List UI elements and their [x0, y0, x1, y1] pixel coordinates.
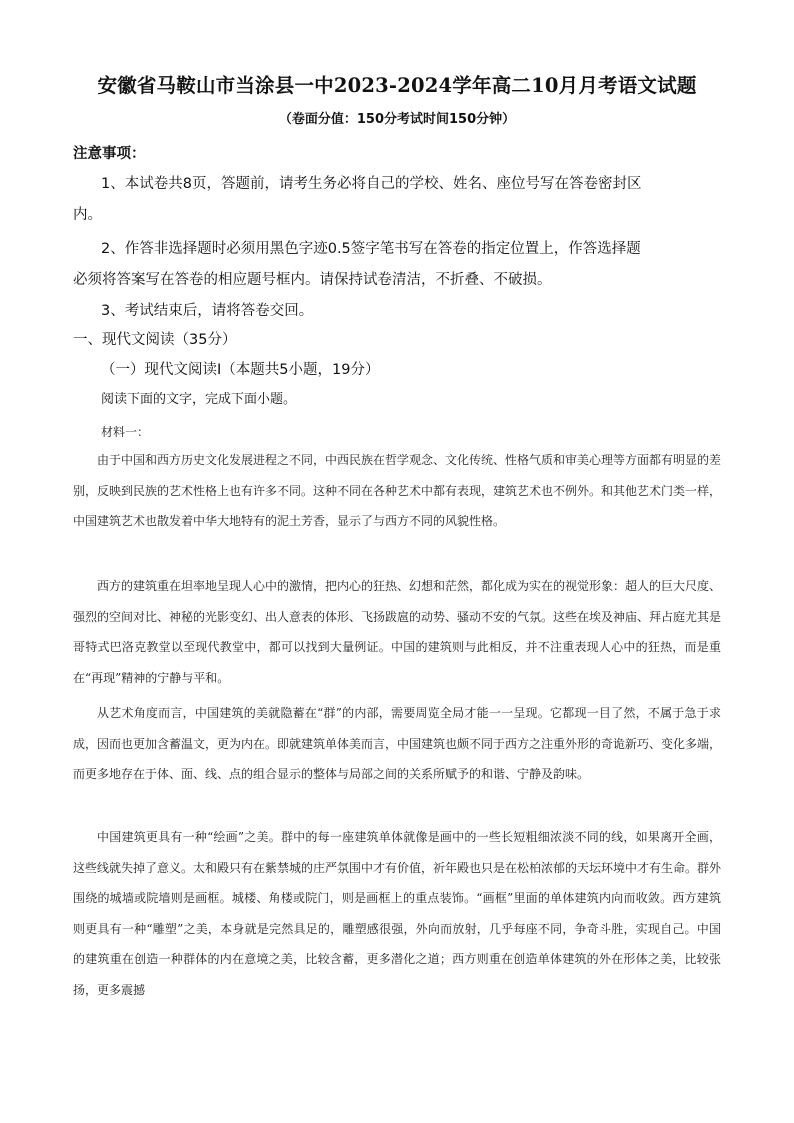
paragraph: 由于中国和西方历史文化发展进程之不同，中西民族在哲学观念、文化传统、性格气质和审美心理等方面都有明显的差别，反映到民族的艺术性格上也有许多不同。这种不同在各种艺术中都有表现，建筑艺术也不例外。和其他艺术门类一样，中国建筑艺术也散发着中华大地特有的泥土芳香，显示了与西方不同的风貌性格。	[73, 453, 722, 528]
exam-title: 安徽省马鞍山市当涂县一中2023-2024学年高二10月月考语文试题	[97, 74, 697, 97]
notice-item-1-line-2: 内。	[73, 207, 102, 223]
material-label: 材料一：	[101, 425, 150, 439]
sub-section-heading: （一）现代文阅读Ⅰ（本题共5小题，19分）	[101, 362, 380, 378]
notice-item-3: 3、考试结束后，请将答卷交回。	[101, 303, 314, 319]
section-heading: 一、现代文阅读（35分）	[73, 332, 237, 348]
reading-instruction: 阅读下面的文字，完成下面小题。	[101, 392, 297, 407]
notice-heading: 注意事项：	[73, 146, 146, 162]
paragraph: 西方的建筑重在坦率地呈现人心中的激情，把内心的狂热、幻想和茫然，都化成为实在的视觉形象：超人的巨大尺度、强烈的空间对比、神秘的光影变幻、出人意表的体形、飞扬跋扈的动势、骚动不安的气氛。这些在埃及神庙、拜占庭尤其是哥特式巴洛克教堂以至现代教堂中，都可以找到大量例证。中国的建筑则与此相反，并不注重表现人心中的狂热，而是重在“再现”精神的宁静与平和。	[73, 579, 722, 685]
notice-item-2-line-1: 2、作答非选择题时必须用黑色字迹0.5签字笔书写在答卷的指定位置上，作答选择题	[101, 241, 641, 257]
exam-subtitle: （卷面分值：150分考试时间150分钟）	[278, 112, 516, 127]
notice-item-2-line-2: 必须将答案写在答卷的相应题号框内。请保持试卷清洁，不折叠、不破损。	[73, 272, 552, 288]
notice-item-1-line-1: 1、本试卷共8页，答题前，请考生务必将自己的学校、姓名、座位号写在答卷密封区	[101, 176, 642, 192]
paragraph: 从艺术角度而言，中国建筑的美就隐蓄在“群”的内部，需要周览全局才能一一呈现。它都现一目了然，不属于急于求成，因而也更加含蓄温文，更为内在。即就建筑单体美而言，中国建筑也颇不同于西方之注重外形的奇诡新巧、变化多端，而更多地存在于体、面、线、点的组合显示的整体与局部之间的关系所赋予的和谐、宁静及韵味。	[73, 706, 722, 781]
paragraph: 中国建筑更具有一种“绘画”之美。群中的每一座建筑单体就像是画中的一些长短粗细浓淡不同的线，如果离开全画，这些线就失掉了意义。太和殿只有在紫禁城的庄严氛围中才有价值，祈年殿也只是在松柏浓郁的天坛环境中才有生命。群外围绕的城墙或院墙则是画框。城楼、角楼或院门，则是画框上的重点装饰。“画框”里面的单体建筑内向而收敛。西方建筑则更具有一种“雕塑”之美，本身就是完然具足的，雕塑感很强，外向而放射，几乎每座不同，争奇斗胜，实现自己。中国的建筑重在创造一种群体的内在意境之美，比较含蓄，更多潜化之道；西方则重在创造单体建筑的外在形体之美，比较张扬，更多震撼	[73, 830, 722, 997]
